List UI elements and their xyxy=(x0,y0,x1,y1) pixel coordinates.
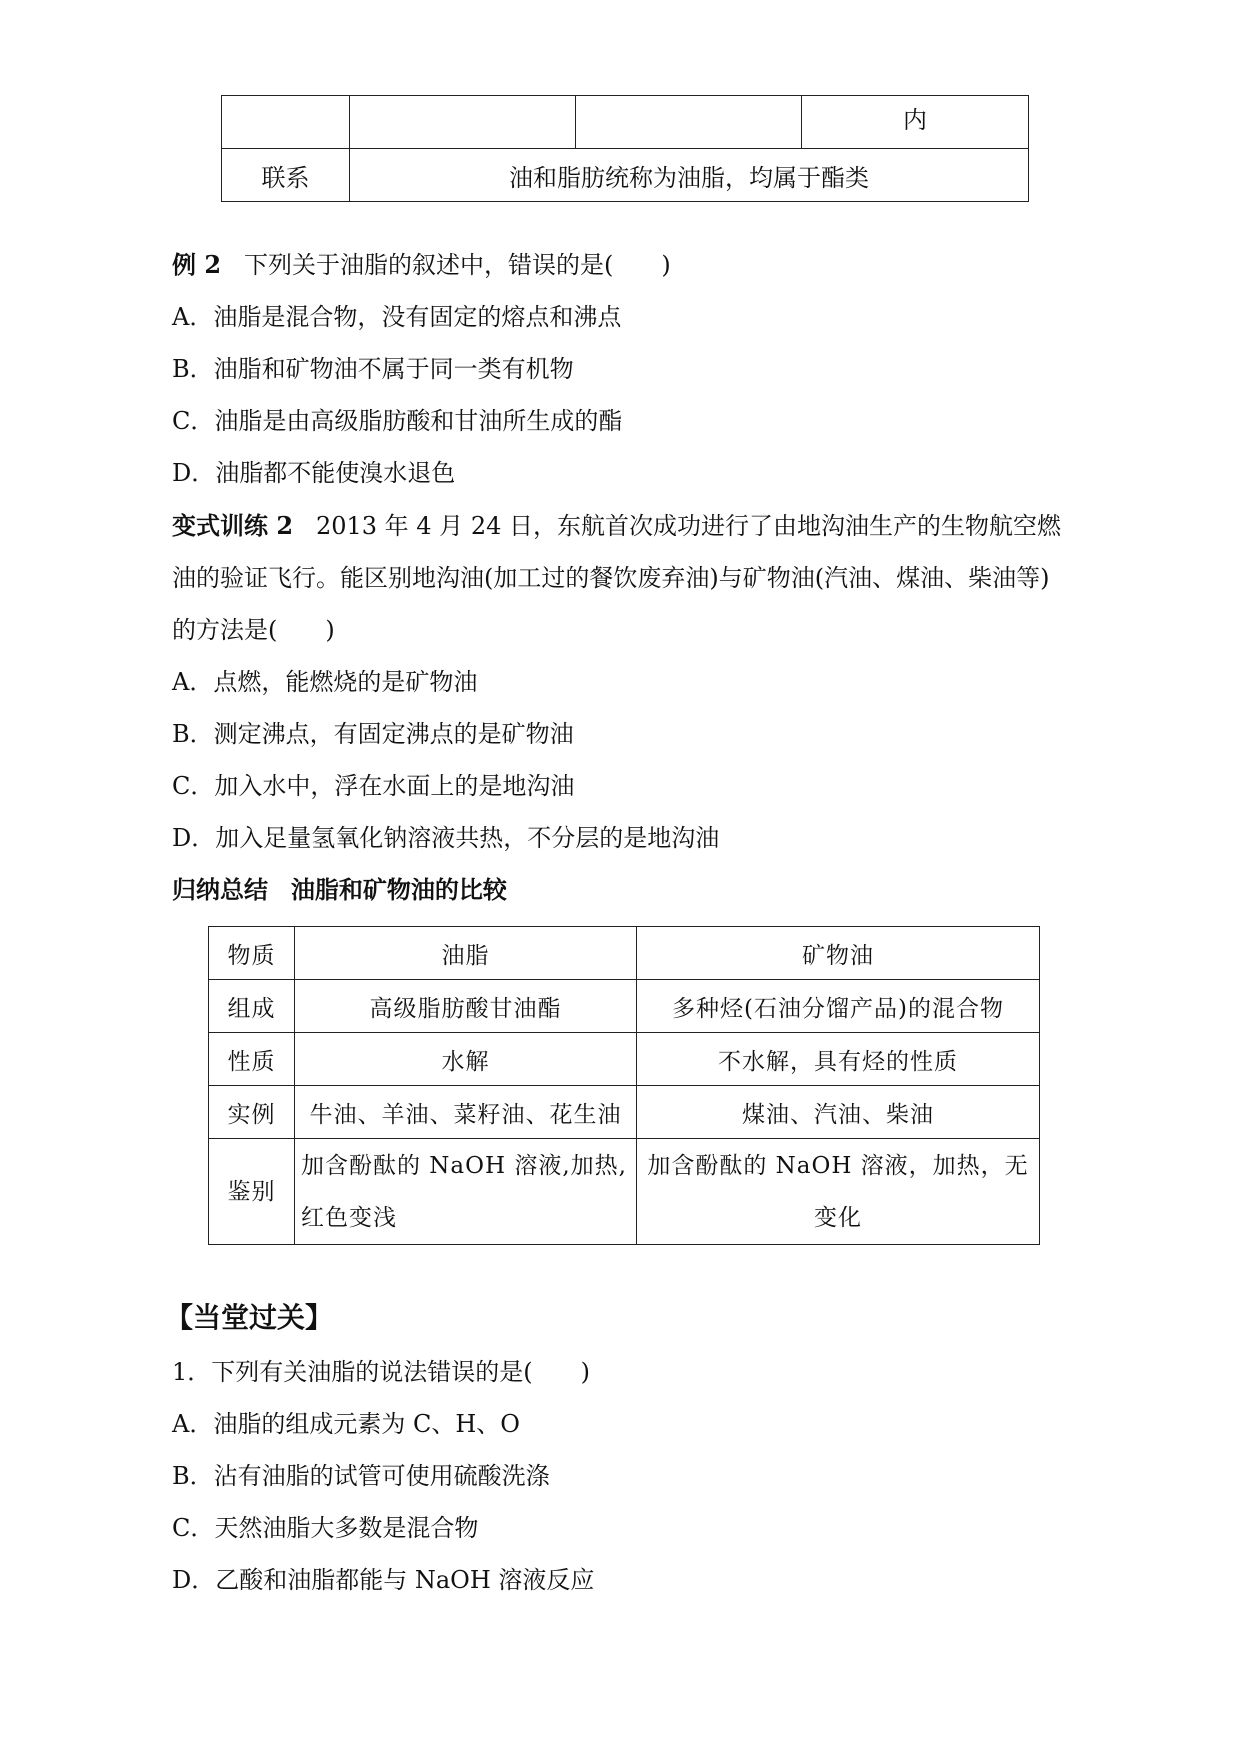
option-b: B．测定沸点，有固定沸点的是矿物油 xyxy=(172,720,574,748)
header-cell: 物质 xyxy=(209,927,295,980)
option-c: C．天然油脂大多数是混合物 xyxy=(172,1514,479,1542)
table-cell xyxy=(222,96,350,149)
variant-2-question-line-2: 油的验证飞行。能区别地沟油(加工过的餐饮废弃油)与矿物油(汽油、煤油、柴油等) xyxy=(172,564,1050,592)
table-cell: 内 xyxy=(802,96,1029,149)
table-row xyxy=(209,1033,1040,1086)
row-label: 联系 xyxy=(222,149,350,202)
row-label: 组成 xyxy=(209,980,295,1033)
table-row xyxy=(209,1086,1040,1139)
option-d: D．加入足量氢氧化钠溶液共热，不分层的是地沟油 xyxy=(172,824,720,852)
table-cell: 牛油、羊油、菜籽油、花生油 xyxy=(295,1086,637,1139)
variant-label: 变式训练 2 xyxy=(172,511,294,540)
table-cell: 油和脂肪统称为油脂，均属于酯类 xyxy=(350,149,1029,202)
table-cell: 水解 xyxy=(295,1033,637,1086)
table-row xyxy=(222,149,1029,202)
option-d: D．油脂都不能使溴水退色 xyxy=(172,459,456,487)
table-cell: 高级脂肪酸甘油酯 xyxy=(295,980,637,1033)
table-cell: 不水解，具有烃的性质 xyxy=(637,1033,1040,1086)
question-1: 1．下列有关油脂的说法错误的是( ) xyxy=(172,1358,590,1386)
table-cell xyxy=(350,96,576,149)
option-c: C．加入水中，浮在水面上的是地沟油 xyxy=(172,772,575,800)
table-row xyxy=(222,96,1029,149)
table-cell xyxy=(295,1139,637,1245)
cell-line: 加含酚酞的 NaOH 溶液，加热，无 xyxy=(647,1152,1029,1179)
summary-label: 归纳总结 xyxy=(172,875,268,904)
header-cell: 矿物油 xyxy=(637,927,1040,980)
table-cell xyxy=(637,1139,1040,1245)
cell-line: 变化 xyxy=(814,1204,862,1231)
table-row xyxy=(209,980,1040,1033)
row-label: 实例 xyxy=(209,1086,295,1139)
example-2-question xyxy=(172,249,671,281)
example-label: 例 2 xyxy=(172,250,222,279)
cell-line: 加含酚酞的 NaOH 溶液,加热, xyxy=(301,1152,627,1179)
fat-vs-mineral-oil-table xyxy=(208,926,1040,1245)
table-cell xyxy=(576,96,802,149)
row-label: 性质 xyxy=(209,1033,295,1086)
summary-title: 油脂和矿物油的比较 xyxy=(290,875,507,904)
header-cell: 油脂 xyxy=(295,927,637,980)
table-cell: 煤油、汽油、柴油 xyxy=(637,1086,1040,1139)
option-a: A．点燃，能燃烧的是矿物油 xyxy=(172,668,478,696)
cell-line: 红色变浅 xyxy=(301,1204,397,1231)
table-cell: 多种烃(石油分馏产品)的混合物 xyxy=(637,980,1040,1033)
section-title: 【当堂过关】 xyxy=(165,1301,334,1334)
table-header-row xyxy=(209,927,1040,980)
option-d: D．乙酸和油脂都能与 NaOH 溶液反应 xyxy=(172,1566,595,1594)
table-row xyxy=(209,1139,1040,1245)
option-b: B．沾有油脂的试管可使用硫酸洗涤 xyxy=(172,1462,550,1490)
question-text: 下列关于油脂的叙述中，错误的是( ) xyxy=(243,251,671,279)
top-comparison-table-fragment xyxy=(221,95,1029,202)
row-label: 鉴别 xyxy=(209,1139,295,1245)
option-a: A．油脂的组成元素为 C、H、O xyxy=(172,1410,520,1438)
variant-2-question-line-3: 的方法是( ) xyxy=(172,616,335,644)
option-a: A．油脂是混合物，没有固定的熔点和沸点 xyxy=(172,303,622,331)
summary-heading xyxy=(172,874,507,906)
option-c: C．油脂是由高级脂肪酸和甘油所生成的酯 xyxy=(172,407,623,435)
option-b: B．油脂和矿物油不属于同一类有机物 xyxy=(172,355,574,383)
question-text: 2013 年 4 月 24 日，东航首次成功进行了由地沟油生产的生物航空燃 xyxy=(315,512,1061,540)
variant-2-question-line-1 xyxy=(172,510,1061,542)
